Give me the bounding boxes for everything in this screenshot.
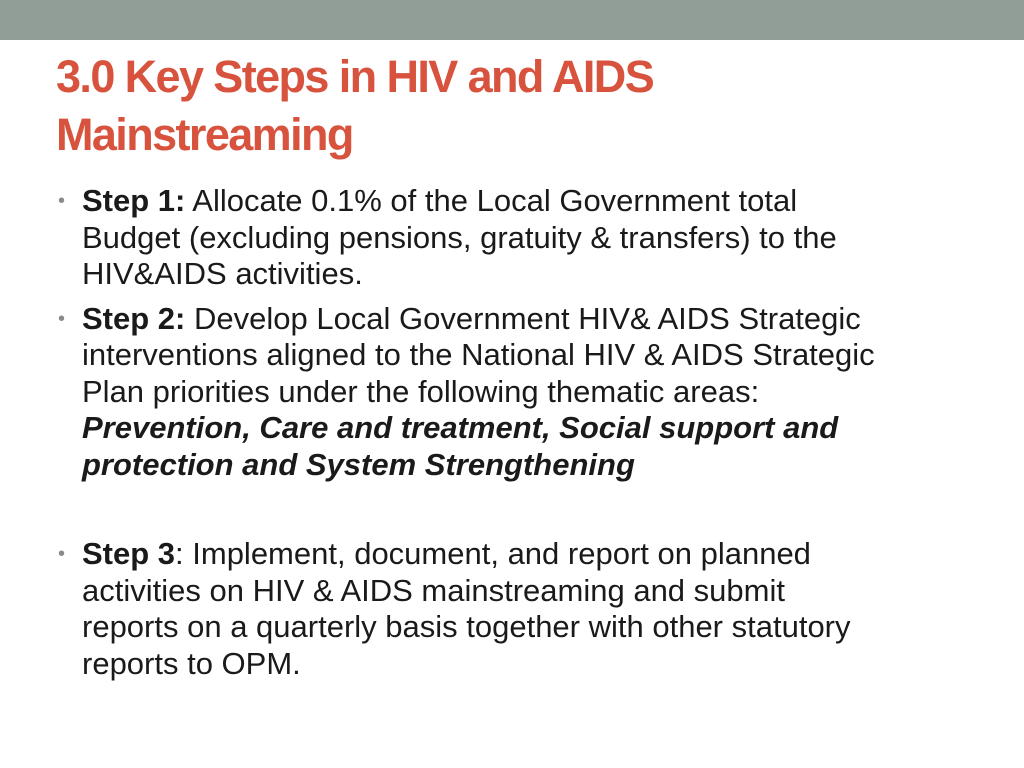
bullet-line [82, 183, 976, 220]
bullet-line: reports on a quarterly basis together with other statutory [82, 609, 851, 644]
bullet-line: HIV&AIDS activities. [82, 256, 363, 291]
bullet-step-2 [56, 301, 976, 484]
slide-title [56, 48, 956, 164]
title-line-1: 3.0 Key Steps in HIV and AIDS [56, 51, 654, 102]
bullet-line: activities on HIV & AIDS mainstreaming and submit [82, 572, 785, 608]
step-label: Step 2: [82, 300, 186, 336]
bullet-line: interventions aligned to the National HIV & AIDS Strategic [82, 337, 875, 372]
bullet-dot-icon: • [58, 543, 66, 565]
bullet-line [82, 301, 976, 338]
step-text: Develop Local Government HIV& AIDS Strategic [185, 300, 861, 336]
bullet-line: Plan priorities under the following thematic areas: [82, 373, 760, 409]
bullet-line: Budget (excluding pensions, gratuity & transfers) to the [82, 219, 837, 255]
title-line-2: Mainstreaming [56, 109, 353, 160]
bullet-step-3 [56, 536, 976, 682]
bullet-dot-icon: • [58, 307, 66, 330]
thematic-areas: Prevention, Care and treatment, Social support and [82, 410, 839, 445]
step-label: Step 3 [82, 536, 176, 571]
step-text: Allocate 0.1% of the Local Government total [185, 183, 798, 218]
step-text: : Implement, document, and report on planned [175, 536, 811, 571]
step-label: Step 1: [82, 183, 186, 218]
bullet-line [82, 536, 976, 573]
bullet-step-1 [56, 183, 976, 293]
bullet-line: reports to OPM. [82, 645, 301, 681]
bullet-dot-icon: • [58, 190, 66, 212]
top-band [0, 0, 1024, 40]
thematic-areas: protection and System Strengthening [82, 446, 635, 482]
bullet-list [56, 183, 976, 682]
